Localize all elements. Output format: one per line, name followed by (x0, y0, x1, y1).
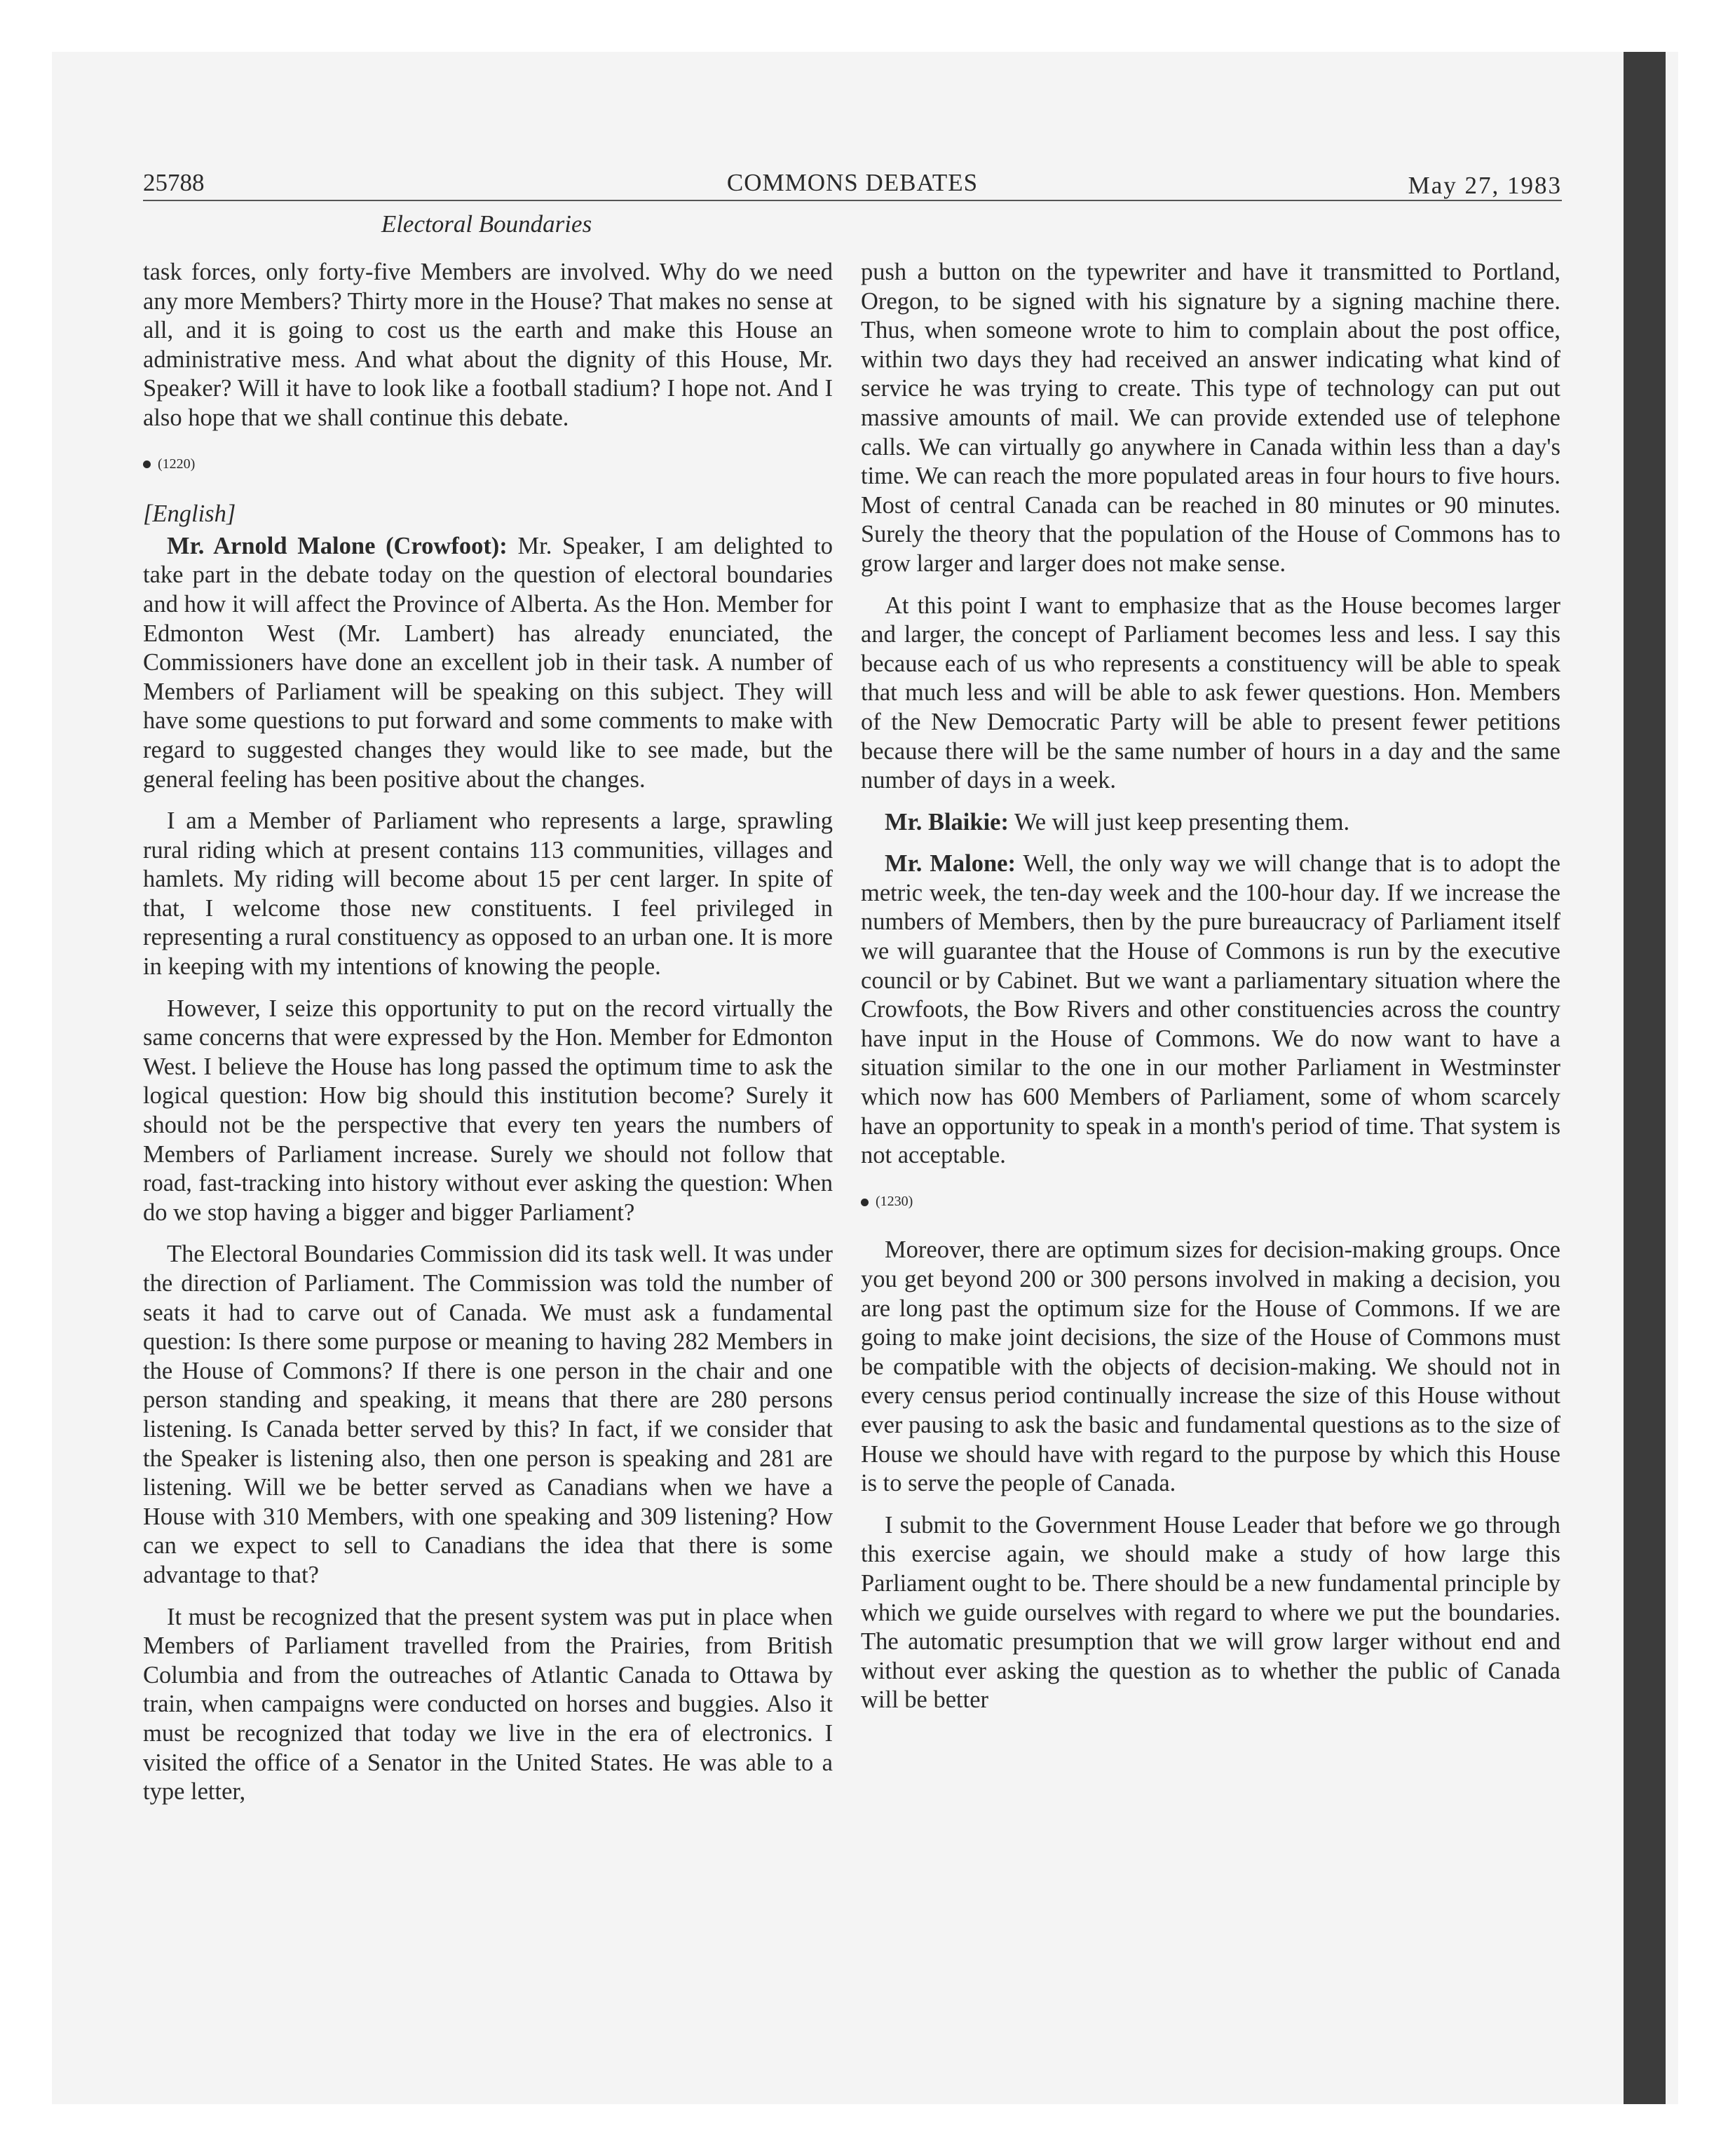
time-marker (861, 1187, 1560, 1217)
publication-date: May 27, 1983 (1408, 172, 1562, 199)
paragraph: I submit to the Government House Leader that before we go through this exercise again, we should make a study of how large this Parliament ought to be. There should be a new fundamental principle by which we guide ourselves with regard to where we put the boundaries. The automatic presumption that we will grow larger without end and without ever asking the question as to whether the public of Canada will be better (861, 1511, 1560, 1714)
speaker-name: Mr. Blaikie: (885, 808, 1009, 835)
time-marker (143, 450, 833, 479)
paragraph: I am a Member of Parliament who represents a large, sprawling rural riding which at present contains 113 communities, villages and hamlets. My riding will become about 15 per cent larger. In spite of that, I welcome those new constituents. I feel privileged in representing a rural constituency as opposed to an urban one. It is more in keeping with my intentions of knowing the people. (143, 807, 833, 981)
left-column (143, 258, 833, 1820)
language-tag: [English] (143, 500, 236, 528)
speaker-name: Mr. Arnold Malone (Crowfoot): (167, 532, 508, 559)
speech-text: We will just keep presenting them. (1014, 808, 1350, 835)
speech-paragraph (143, 532, 833, 794)
scan-edge-shadow (1624, 52, 1666, 2104)
speech-text: Well, the only way we will change that is to adopt the metric week, the ten-day week and the 100-hour day. If we increase the numbers of Members, then by the pure bureaucracy of Parliament itself we will guarantee that the House of Commons is run by the executive council or by Cabinet. But we want a parliamentary situation where the Crowfoots, the Bow Rivers and other constituencies across the country have input in the House of Commons. We do now want to have a situation similar to the one in our mother Parliament in Westminster which now has 600 Members of Parliament, some of whom scarcely have an opportunity to speak in a month's period of time. That system is not acceptable. (861, 850, 1560, 1169)
paragraph: Moreover, there are optimum sizes for decision-making groups. Once you get beyond 200 or 300 persons involved in making a decision, you are long past the optimum size for the House of Commons. If we are going to make joint decisions, the size of the House of Commons must be compatible with the objects of decision-making. We should not in every census period continually increase the size of this House without ever pausing to ask the basic and fundamental questions as to the size of House we should have with regard to the purpose by which this House is to serve the people of Canada. (861, 1236, 1560, 1497)
publication-title: COMMONS DEBATES (726, 169, 979, 196)
paragraph: push a button on the typewriter and have it transmitted to Portland, Oregon, to be signed with his signature by a signing machine there. Thus, when someone wrote to him to complain about the post office, within two days they had received an answer indicating what kind of service he was trying to create. This type of technology can put out massive amounts of mail. We can provide extended use of telephone calls. We can virtually go anywhere in Canada within less than a day's time. We can reach the more populated areas in four hours to five hours. Most of central Canada can be reached in 80 minutes or 90 minutes. Surely the theory that the population of the House of Commons has to grow larger and larger does not make sense. (861, 259, 1560, 577)
time-marker-text: (1220) (158, 456, 196, 472)
paragraph: At this point I want to emphasize that as the House becomes larger and larger, the concept of Parliament becomes less and less. I say this because each of us who represents a constituency will be able to speak that much less and will be able to ask fewer questions. Hon. Members of the New Democratic Party will be able to present fewer petitions because there will be the same number of hours in a day and the same number of days in a week. (861, 592, 1560, 794)
page-header (143, 165, 1562, 201)
paragraph: The Electoral Boundaries Commission did its task well. It was under the direction of Parliament. The Commission was told the number of seats it had to carve out of Canada. We must ask a fundamental question: Is there some purpose or meaning to having 282 Members in the House of Commons? If there is one person in the chair and one person standing and speaking, it means that there are 280 persons listening. Is Canada better served by this? In fact, if we consider that the Speaker is listening also, then one person is speaking and 281 are listening. Will we be better served as Canadians when we have a House with 310 Members, with one speaking and 309 listening? How can we expect to sell to Canadians the idea that there is some advantage to that? (143, 1241, 833, 1588)
paragraph: It must be recognized that the present system was put in place when Members of Parliament travelled from the Prairies, from British Columbia and from the outreaches of Atlantic Canada to Ottawa by train, when campaigns were conducted on horses and buggies. Also it must be recognized that today we live in the era of electronics. I visited the office of a Senator in the United States. He was able to a type letter, (143, 1603, 833, 1806)
speech-paragraph (861, 808, 1560, 838)
bullet-icon (143, 460, 151, 468)
paragraph: task forces, only forty-five Members are involved. Why do we need any more Members? Thirty more in the House? That makes no sense at all, and it is going to cost us the earth and make this House an administrative mess. And what about the dignity of this House, Mr. Speaker? Will it have to look like a football stadium? I hope not. And I also hope that we shall continue this debate. (143, 259, 833, 431)
speaker-name: Mr. Malone: (885, 850, 1016, 878)
right-column (861, 258, 1560, 1728)
speech-text: Mr. Speaker, I am delighted to take part in the debate today on the question of electoral boundaries and how it will affect the Province of Alberta. As the Hon. Member for Edmonton West (Mr. Lambert) has already enunciated, the Commissioners have done an excellent job in their task. A number of Members of Parliament will be speaking on this subject. They will have some questions to put forward and some comments to make with regard to suggested changes they would like to see made, but the general feeling has been positive about the changes. (143, 532, 833, 793)
speech-paragraph (861, 850, 1560, 1171)
debate-subject: Electoral Boundaries (381, 210, 592, 238)
page-number: 25788 (143, 169, 205, 196)
paragraph: However, I seize this opportunity to put on the record virtually the same concerns that were expressed by the Hon. Member for Edmonton West. I believe the House has long passed the optimum time to ask the logical question: How big should this institution become? Surely it should not be the perspective that every ten years the numbers of Members of Parliament increase. Surely we should not follow that road, fast-tracking into history without ever asking the question: When do we stop having a bigger and bigger Parliament? (143, 995, 833, 1226)
bullet-icon (861, 1199, 869, 1206)
time-marker-text: (1230) (876, 1193, 913, 1209)
